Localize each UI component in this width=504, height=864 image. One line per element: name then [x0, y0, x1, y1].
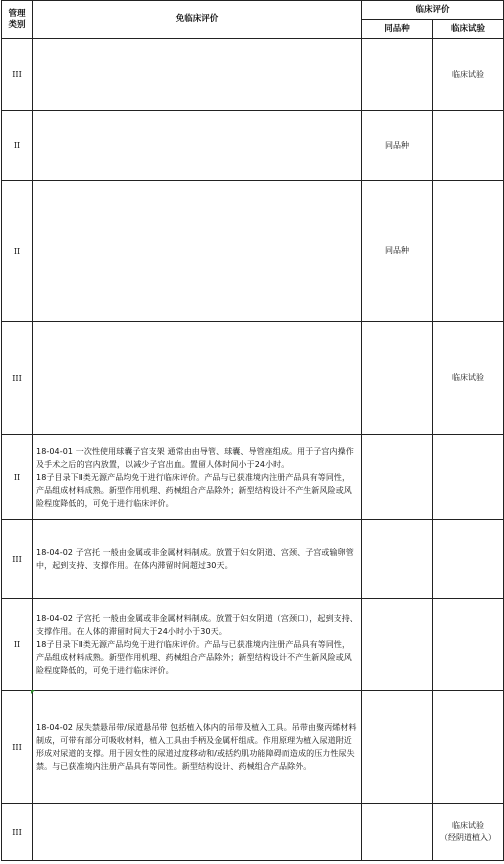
row-description: 18-04-02 尿失禁悬吊带/尿道悬吊带 包括植入体内的吊带及植入工具。吊带由聚丙烯材料制成，可带有部分可吸收材料，植入工具由手柄及金属杆组成。作用原理为植入尿道附近形成对尿道的支撑。用于因女性的尿道过度移动和/或括约肌功能障碍而造成的压力性尿失禁。与已获准境内注册产品具有等同性。新型结构设计、药械组合产品除外。	[33, 691, 362, 804]
row-clinical-trial	[433, 520, 504, 599]
table-row	[2, 599, 504, 691]
header-clinical: 临床评价	[362, 1, 504, 20]
row-description: 18-04-02 子宫托 一般由金属或非金属材料制成。放置于妇女阴道（宫颈口），起到支持、支撑作用。在人体的滞留时间大于24小时小于30天。 18子目录下Ⅱ类无源产品均免于进行临床评价。产品与已获准境内注册产品具有等同性，产品组成材料成熟。新型作用机理、药械组合产品除外；新型结构设计不产生新风险或风险程度降低的，可免于进行临床评价。	[33, 599, 362, 691]
row-category: III	[2, 691, 33, 804]
row-clinical-trial: 临床试验 （经阴道植入）	[433, 804, 504, 861]
row-description	[33, 322, 362, 435]
row-same-variety	[362, 322, 433, 435]
table-row	[2, 520, 504, 599]
row-description: 18-04-02 子宫托 一般由金属或非金属材料制成。放置于妇女阴道、宫颈、子宫或输卵管中，起到支持、支撑作用。在体内滞留时间超过30天。	[33, 520, 362, 599]
row-category: III	[2, 804, 33, 861]
row-category: III	[2, 39, 33, 111]
table-row	[2, 322, 504, 435]
row-description	[33, 181, 362, 322]
row-description	[33, 804, 362, 861]
row-category: III	[2, 520, 33, 599]
row-clinical-trial	[433, 691, 504, 804]
table-row	[2, 691, 504, 804]
row-category: III	[2, 322, 33, 435]
row-description: 18-04-01 一次性使用球囊子宫支架 通常由由导管、球囊、导管座组成。用于子宫内操作及手术之后的宫内放置，以减少子宫出血。置留人体时间小于24小时。 18子目录下Ⅱ类无源产品均免于进行临床评价。产品与已获准境内注册产品具有等同性，产品组成材料成熟。新型作用机理、药械组合产品除外；新型结构设计不产生新风险或风险程度降低的，可免于进行临床评价。	[33, 435, 362, 520]
row-same-variety	[362, 520, 433, 599]
row-category: II	[2, 181, 33, 322]
header-same-variety: 同品种	[362, 20, 433, 39]
header-clinical-trial: 临床试验	[433, 20, 504, 39]
row-category: II	[2, 111, 33, 181]
row-same-variety	[362, 804, 433, 861]
row-description	[33, 111, 362, 181]
table-row	[2, 435, 504, 520]
row-clinical-trial	[433, 181, 504, 322]
row-category: II	[2, 599, 33, 691]
row-clinical-trial	[433, 435, 504, 520]
header-exempt: 免临床评价	[33, 1, 362, 39]
clinical-evaluation-table	[1, 0, 504, 861]
row-clinical-trial: 临床试验	[433, 39, 504, 111]
row-clinical-trial: 临床试验	[433, 322, 504, 435]
table-row	[2, 39, 504, 111]
row-same-variety	[362, 691, 433, 804]
row-same-variety: 同品种	[362, 181, 433, 322]
row-clinical-trial	[433, 599, 504, 691]
row-same-variety	[362, 39, 433, 111]
table-row	[2, 181, 504, 322]
row-description	[33, 39, 362, 111]
row-clinical-trial	[433, 111, 504, 181]
table-row	[2, 111, 504, 181]
row-same-variety: 同品种	[362, 111, 433, 181]
table-row	[2, 804, 504, 861]
row-category: II	[2, 435, 33, 520]
row-same-variety	[362, 435, 433, 520]
cell-comment-marker	[31, 690, 35, 694]
row-same-variety	[362, 599, 433, 691]
header-category: 管理 类别	[2, 1, 33, 39]
